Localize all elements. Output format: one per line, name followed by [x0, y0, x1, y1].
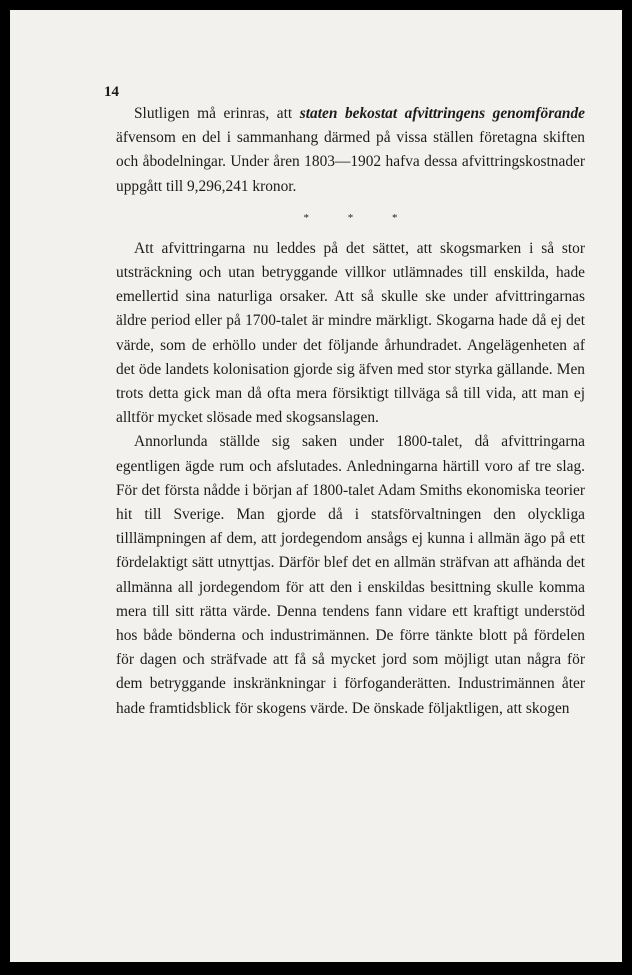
body-text	[116, 102, 585, 721]
paragraph-3: Annorlunda ställde sig saken under 1800-talet, då afvittringarna egentligen ägde rum och afslutades. Anledningarna härtill voro af tre slag. För det första nådde i början af 1800-talet Adam Smiths ekonomiska teorier hit till Sverige. Man gjorde då i statsförvaltningen den olyckliga tilllämpningen af dem, att jordegendom ansågs ej kunna i allmän ägo på ett fördelaktigt sätt utnyttjas. Därför blef det en allmän sträfvan att afhända det allmänna all jordegendom för att den i enskildas besittning skulle komma mera till sitt rätta värde. Denna tendens fann vidare ett kraftigt understöd hos både bönderna och industrimännen. De förre tänkte blott på fördelen för dagen och sträfvade att få så mycket jord som möjligt utan några för dem betryggande inskränkningar i förfoganderätten. Industrimännen åter hade framtidsblick för skogens värde. De önskade följaktligen, att skogen	[116, 433, 585, 717]
paragraph-1-emphasis: staten bekostat afvittringens genomförande	[299, 105, 585, 122]
paragraph-2: Att afvittringarna nu leddes på det sättet, att skogsmarken i så stor utsträckning och utan betryggande villkor utlämnades till enskilda, hade emellertid sina naturliga orsaker. Att så skulle ske under afvittringarnas äldre period eller på 1700-talet är mindre märkligt. Skogarna hade då ej det värde, som de erhöllo under det följande århundradet. Angelägenheten af det öde landets kolonisation gjorde sig äfven med stor styrka gällande. Men trots detta gick man då ofta mera försiktigt tillväga så till vida, att man ej alltför mycket slösade med skogsanslagen.	[116, 239, 585, 427]
page-number: 14	[104, 84, 119, 100]
paragraph-1-rest: äfvensom en del i sammanhang därmed på vissa ställen företagna skiften och åbodelningar. Under åren 1803—1902 hafva dessa afvittringskostnader uppgått till 9,296,241 kronor.	[116, 129, 585, 195]
section-separator: * * *	[303, 211, 416, 224]
book-page	[10, 10, 622, 962]
paragraph-1-lead: Slutligen må erinras, att	[134, 105, 300, 122]
paragraph-1	[116, 102, 585, 199]
